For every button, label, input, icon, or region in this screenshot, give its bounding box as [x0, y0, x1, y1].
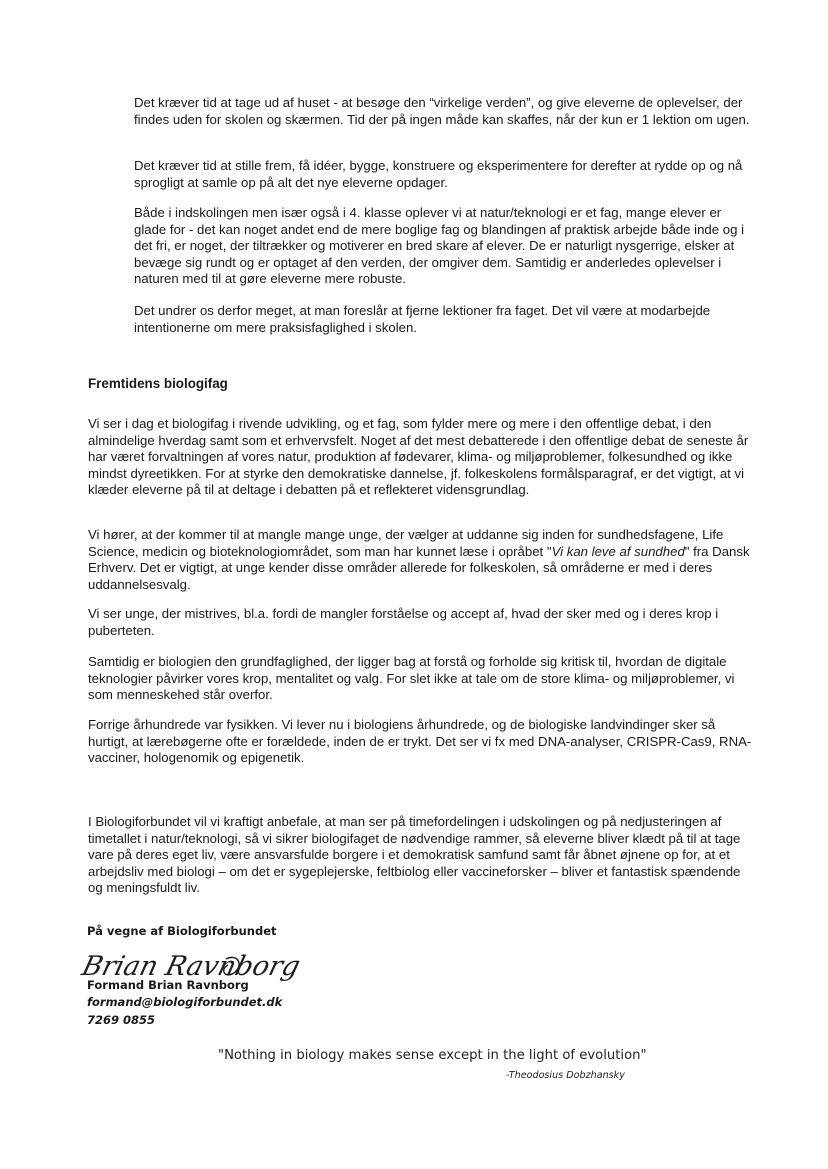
section-heading: Fremtidens biologifag	[88, 376, 228, 391]
campaign-title: Vi kan leve af sundhed	[551, 543, 685, 559]
section-paragraph-2	[88, 527, 754, 593]
footer-quote: "Nothing in biology makes sense except in the light of evolution"	[218, 1048, 647, 1063]
section-paragraph-3: Vi ser unge, der mistrives, bl.a. fordi de mangler forståelse og accept af, hvad der sker med og i deres krop i puberteten.	[88, 606, 719, 638]
section-paragraph-2-start: Vi hører, at der kommer til at mangle mange unge, der vælger at uddanne sig inden for sundhedsfagene, Life Science, medicin og bioteknologiområdet, som man har kunnet læse i opråbet "	[88, 527, 724, 559]
quote-author: -Theodosius Dobzhansky	[506, 1070, 625, 1081]
contact-phone: 7269 0855	[87, 1013, 156, 1027]
section-paragraph-4: Samtidig er biologien den grundfaglighed, der ligger bag at forstå og forholde sig kritisk til, hvordan de digitale teknologier påvirker vores krop, mentalitet og valg. For slet ikke at tale om de store klima- og miljøproblemer, vi som menneskehed står overfor.	[88, 654, 735, 703]
on-behalf-line: På vegne af Biologiforbundet	[87, 924, 277, 938]
section-paragraph-2-end: " fra Dansk Erhverv. Det er vigtigt, at unge kender disse områder allerede for folkeskolen, så områderne er med i deres uddannelsesvalg.	[88, 543, 750, 592]
intro-paragraph-3: Både i indskolingen men især også i 4. klasse oplever vi at natur/teknologi er et fag, mange elever er glade for - det kan noget andet end de mere boglige fag og blandingen af praktisk arbejde både inde og i det fri, er noget, der tiltrækker og motiverer en bred skare af elever. De er naturligt nysgerrige, elsker at bevæge sig rundt og er optaget af den verden, der omgiver dem. Samtidig er anderledes oplevelser i naturen med til at gøre eleverne mere robuste.	[134, 205, 744, 287]
signatory-name: Formand Brian Ravnborg	[87, 978, 249, 992]
section-paragraph-1: Vi ser i dag et biologifag i rivende udvikling, og et fag, som fylder mere og mere i den offentlige debat, i den almindelige hverdag samt som et erhvervsfelt. Noget af det mest debatterede i den offentlige debat de seneste år har været forvaltningen af vores natur, produktion af fødevarer, klima- og miljøproblemer, folkesundhed og ikke mindst dyreetikken. For at styrke den demokratiske dannelse, jf. folkeskolens formålsparagraf, er det vigtigt, at vi klæder eleverne på til at deltage i debatten på et reflekteret vidensgrundlag.	[88, 416, 749, 498]
conclusion-paragraph: I Biologiforbundet vil vi kraftigt anbefale, at man ser på timefordelingen i udskolingen og på nedjusteringen af timetallet i natur/teknologi, så vi sikrer biologifaget de nødvendige rammer, så eleverne bliver klædt på til at tage vare på deres eget liv, være ansvarsfulde borgere i et demokratisk samfund samt får åbnet øjnene op for, at et arbejdsliv med biologi – om det er sygeplejerske, feltbiolog eller vaccineforsker – bliver et fantastisk spændende og meningsfuldt liv.	[88, 814, 741, 896]
section-paragraph-5: Forrige århundrede var fysikken. Vi lever nu i biologiens århundrede, og de biologiske landvindinger sker så hurtigt, at lærebøgerne ofte er forældede, inden de er trykt. Det ser vi fx med DNA-analyser, CRISPR-Cas9, RNA-vacciner, hologenomik og epigenetik.	[88, 717, 752, 766]
intro-paragraph-1: Det kræver tid at tage ud af huset - at besøge den “virkelige verden”, og give eleverne de oplevelser, der findes uden for skolen og skærmen. Tid der på ingen måde kan skaffes, når der kun er 1 lektion om ugen.	[134, 95, 750, 127]
intro-paragraph-4: Det undrer os derfor meget, at man foreslår at fjerne lektioner fra faget. Det vil være at modarbejde intentionerne om mere praksisfaglighed i skolen.	[134, 303, 711, 335]
intro-paragraph-2: Det kræver tid at stille frem, få idéer, bygge, konstruere og eksperimentere for derefter at rydde op og nå sprogligt at samle op på alt det nye eleverne opdager.	[134, 158, 743, 190]
signature-text: Brian Ravnborg	[78, 951, 304, 982]
contact-email: formand@biologiforbundet.dk	[87, 995, 283, 1009]
